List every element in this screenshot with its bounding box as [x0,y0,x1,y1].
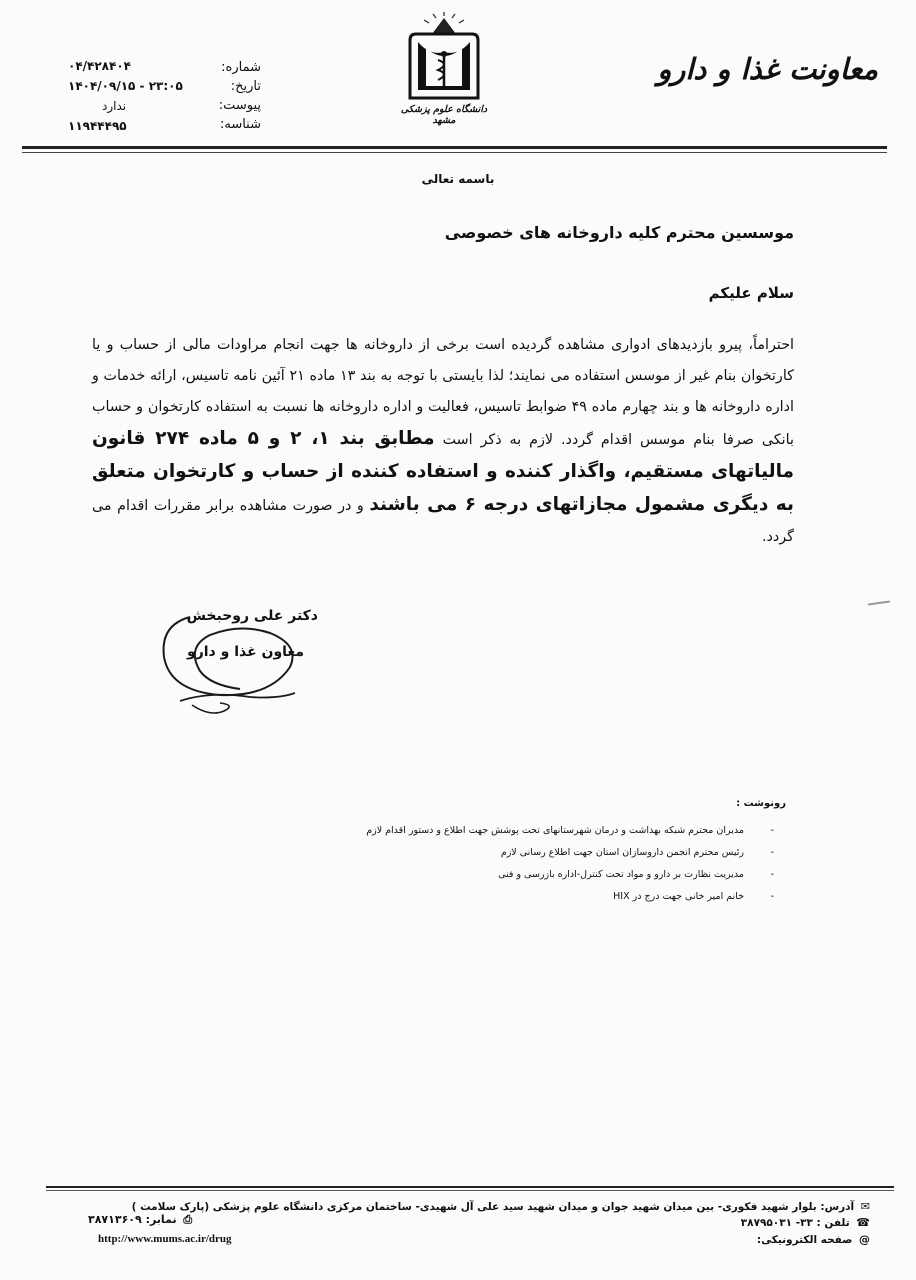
letter-body [92,330,794,553]
footer-fax: ⎙ نمابر: ۳۸۷۱۳۶۰۹ [88,1213,193,1226]
footer-address: ✉ آدرس: بلوار شهید فکوری- بین میدان شهید جوان و میدان شهید سید علی آل شهیدی- ساختمان مرکزی دانشگاه علوم پزشکی (پارک سلامت ) [131,1200,870,1213]
greeting: سلام علیکم [708,284,794,302]
attachment-label: پیوست: [218,98,261,113]
cc-list [184,820,774,908]
fax-icon: ⎙ [183,1213,193,1226]
cc-item: - مدیران محترم شبکه بهداشت و درمان شهرستانهای تحت پوشش جهت اطلاع و دستور اقدام لازم [366,825,774,836]
attachment-value: ندارد [102,99,127,113]
body-text-part2: و در صورت مشاهده برابر مقررات اقدام می گردد. [92,498,794,545]
cc-title: رونوشت : [736,798,786,809]
cc-item: - مدیریت نظارت بر دارو و مواد تحت کنترل-اداره بازرسی و فنی [498,869,774,880]
logo-caption: دانشگاه علوم پزشکی مشهد [400,104,488,126]
cc-item: - رئیس محترم انجمن داروسازان استان جهت اطلاع رسانی لازم [500,847,774,858]
footer-phone: ☎ تلفن : ۳۳- ۳۸۷۹۵۰۳۱ [740,1216,870,1229]
footer-divider [46,1186,894,1188]
cc-item: - خانم امیر خانی جهت درج در HIX [613,891,774,902]
handwritten-signature [150,605,310,725]
date-value: ۱۴۰۴/۰۹/۱۵ - ۲۳:۰۵ [68,79,183,93]
meta-values [68,56,183,136]
department-title: معاونت غذا و دارو [657,52,878,86]
footer-divider-thin [46,1190,894,1191]
signatory-name: دکتر علی روحبخش [186,608,318,624]
phone-icon: ☎ [856,1216,870,1229]
body-text-part1: احتراماً، پیرو بازدیدهای ادواری مشاهده گردیده است برخی از داروخانه ها جهت انجام مراودات مالی از حساب و یا کارتخوان بنام غیر از موسس استفاده می نمایند؛ لذا بایستی با توجه به بند ۱۳ ماده ۲۱ آئین نامه تاسیس، ارائه خدمات و اداره داروخانه ها و بند چهارم ماده ۴۹ ضوابط تاسیس، فعالیت و اداره داروخانه ها نسبت به استفاده کارتخوان و حساب بانکی صرفا بنام موسس اقدام گردد. لازم به ذکر است [92,337,794,448]
header-divider-thin [22,152,887,153]
footer-website-link[interactable]: http://www.mums.ac.ir/drug [98,1233,232,1245]
web-icon: @ [859,1233,870,1246]
id-value: ۱۱۹۴۴۴۹۵ [68,119,127,133]
addressee: موسسین محترم کلیه داروخانه های خصوصی [444,223,794,242]
footer-website-label: @ صفحه الکترونیکی: [756,1233,870,1246]
scan-mark [868,600,890,605]
number-label: شماره: [221,60,261,75]
mail-icon: ✉ [860,1200,870,1213]
number-value: ۰۴/۴۲۸۴۰۴ [68,59,131,73]
id-label: شناسه: [219,117,261,132]
meta-labels [219,58,261,134]
university-logo [388,12,500,130]
basmala: باسمه تعالی [421,172,495,186]
signatory-title: معاون غذا و دارو [187,644,304,660]
body-text-bold: مطابق بند ۱، ۲ و ۵ ماده ۲۷۴ قانون مالیاتهای مستقیم، واگذار کننده و استفاده کننده از حساب و کارتخوان متعلق به دیگری مشمول مجازاتهای درجه ۶ می باشند [92,428,794,515]
date-label: تاریخ: [230,79,261,94]
header-divider [22,146,887,149]
